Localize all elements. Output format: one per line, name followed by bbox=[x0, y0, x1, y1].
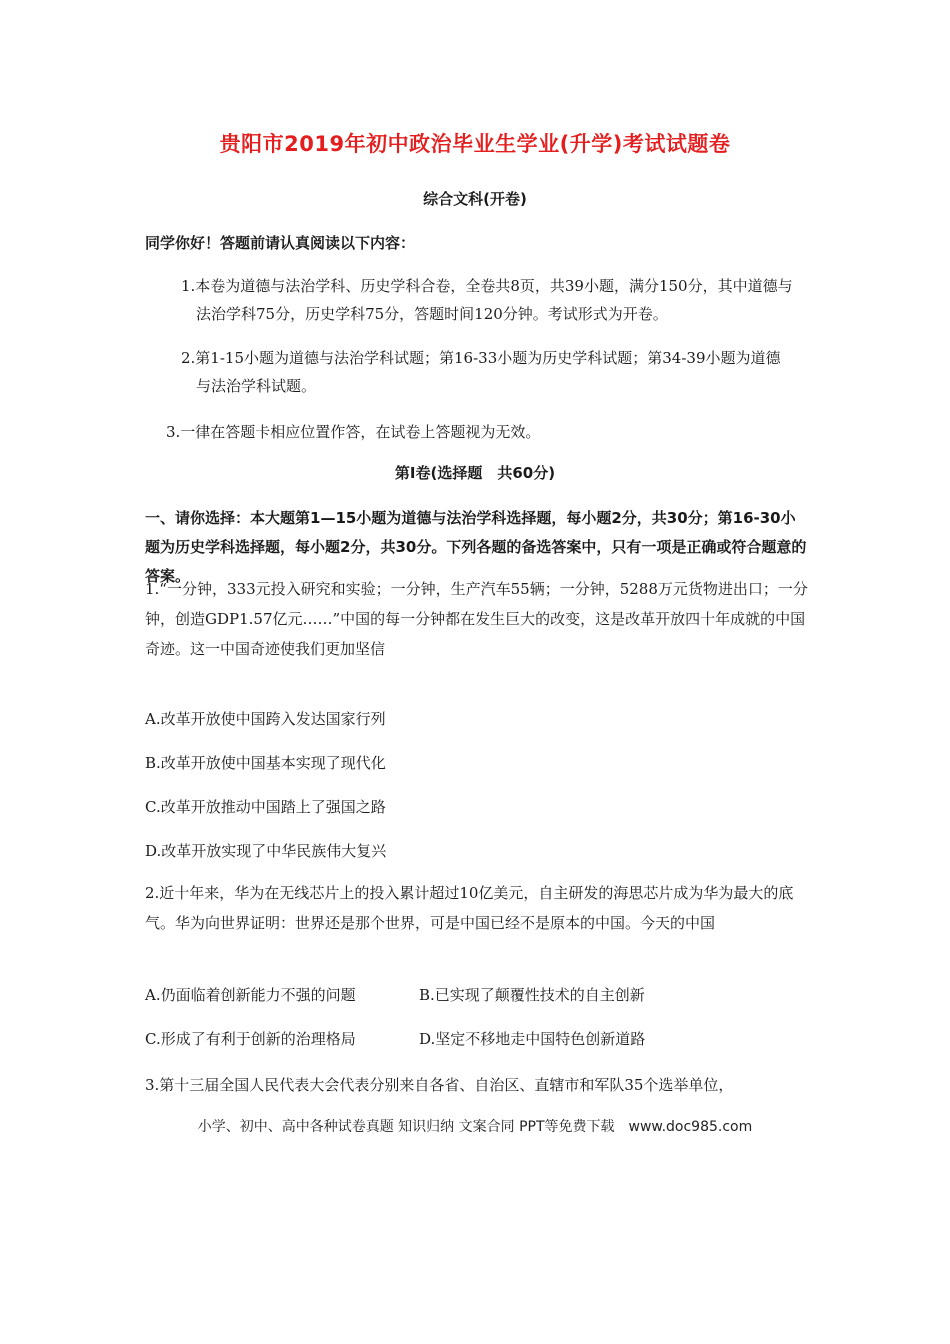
greeting-text: 同学你好！答题前请认真阅读以下内容： bbox=[145, 234, 416, 252]
instructions: 一、请你选择：本大题第1—15小题为道德与法治学科选择题，每小题2分，共30分；第16-30小题为历史学科选择题，每小题2分，共30分。下列各题的备选答案中，只有一项是正确或符合题意的答案。 bbox=[145, 509, 807, 585]
page-footer: 小学、初中、高中各种试卷真题 知识归纳 文案合同 PPT等免费下载 www.doc985.com bbox=[197, 1119, 753, 1135]
question-2-option-d: D.坚定不移地走中国特色创新道路 bbox=[419, 1030, 646, 1048]
question-3-stem: 3.第十三届全国人民代表大会代表分别来自各省、自治区、直辖市和军队35个选举单位， bbox=[145, 1076, 734, 1094]
question-2-option-a: A.仍面临着创新能力不强的问题 bbox=[145, 986, 356, 1004]
question-2-stem: 2.近十年来，华为在无线芯片上的投入累计超过10亿美元，自主研发的海思芯片成为华为最大的底气。华为向世界证明：世界还是那个世界，可是中国已经不是原本的中国。今天的中国 bbox=[145, 884, 794, 932]
question-1-stem: 1.“一分钟，333元投入研究和实验；一分钟，生产汽车55辆；一分钟，5288万元货物进出口；一分钟，创造GDP1.57亿元……”中国的每一分钟都在发生巨大的改变，这是改革开放四十年成就的中国奇迹。这一中国奇迹使我们更加坚信 bbox=[145, 580, 808, 658]
note-2: 2.第1-15小题为道德与法治学科试题；第16-33小题为历史学科试题；第34-39小题为道德与法治学科试题。 bbox=[181, 349, 781, 395]
exam-title: 贵阳市2019年初中政治毕业生学业(升学)考试试题卷 bbox=[219, 132, 731, 156]
note-1: 1.本卷为道德与法治学科、历史学科合卷，全卷共8页，共39小题，满分150分，其中道德与法治学科75分，历史学科75分，答题时间120分钟。考试形式为开卷。 bbox=[181, 277, 793, 323]
question-1-option-b: B.改革开放使中国基本实现了现代化 bbox=[145, 754, 386, 772]
question-2-option-c: C.形成了有利于创新的治理格局 bbox=[145, 1030, 356, 1048]
section-title: 第Ⅰ卷(选择题 共60分) bbox=[394, 464, 556, 482]
question-1-option-a: A.改革开放使中国跨入发达国家行列 bbox=[145, 710, 386, 728]
note-3: 3.一律在答题卡相应位置作答，在试卷上答题视为无效。 bbox=[166, 423, 541, 441]
question-1-option-c: C.改革开放推动中国踏上了强国之路 bbox=[145, 798, 386, 816]
question-1-option-d: D.改革开放实现了中华民族伟大复兴 bbox=[145, 842, 387, 860]
exam-subtitle: 综合文科(开卷) bbox=[423, 190, 527, 208]
question-2-option-b: B.已实现了颠覆性技术的自主创新 bbox=[419, 986, 645, 1004]
